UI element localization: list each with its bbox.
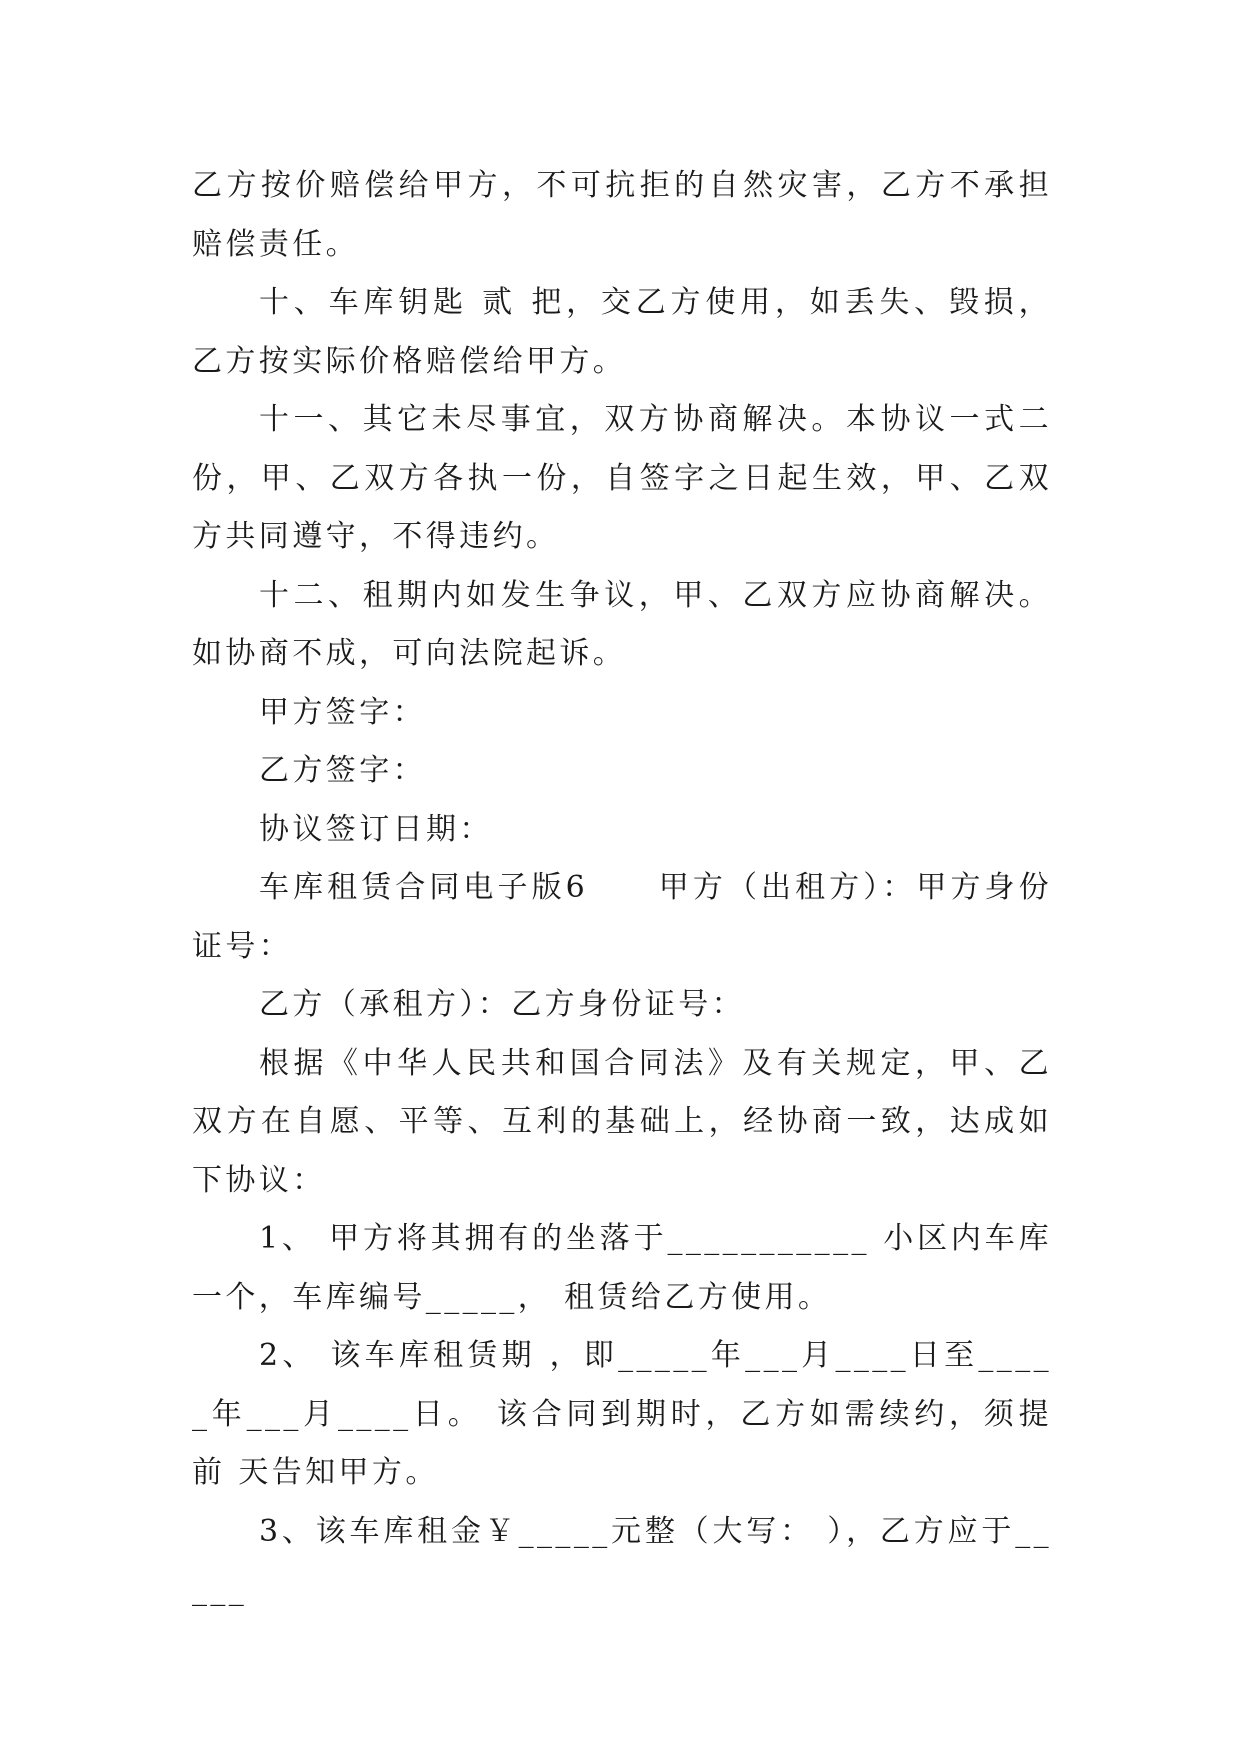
signature-date: 协议签订日期： [259,811,493,847]
paragraph-clause-12: 十二、租期内如发生争议，甲、乙双方应协商解决。如协商不成，可向法院起诉。 [192,577,1052,671]
contract6-title: 车库租赁合同电子版6 [259,870,589,905]
signature-party-b: 乙方签字： [259,753,426,788]
contract6-lessor-line: 甲方（出租方）：甲方身份证号： [192,870,1052,964]
contract6-lessee-line: 乙方（承租方）：乙方身份证号： [259,987,745,1022]
contract6-preamble: 根据《中华人民共和国合同法》及有关规定，甲、乙双方在自愿、平等、互利的基础上，经协商一致，达成如下协议： [192,1045,1052,1198]
contract6-clause-3: 3、该车库租金￥_____元整（大写： ），乙方应于_____ [192,1513,1052,1607]
contract6-clause-1: 1、 甲方将其拥有的坐落于___________ 小区内车库一个，车库编号_____， 租赁给乙方使用。 [192,1221,1052,1315]
contract6-heading-line [192,859,1052,976]
signature-party-a: 甲方签字： [259,694,426,730]
paragraph-clause-11: 十一、其它未尽事宜，双方协商解决。本协议一式二份，甲、乙双方各执一份，自签字之日起生效，甲、乙双方共同遵守，不得违约。 [192,402,1052,554]
document-body [192,157,1052,1620]
paragraph-continued: 乙方按价赔偿给甲方，不可抗拒的自然灾害，乙方不承担赔偿责任。 [192,168,1052,262]
contract6-clause-2: 2、 该车库租赁期 ，即_____年___月____日至_____年___月____日。 该合同到期时，乙方如需续约，须提前 天告知甲方。 [192,1338,1052,1490]
paragraph-clause-10: 十、车库钥匙 贰 把，交乙方使用，如丢失、毁损，乙方按实际价格赔偿给甲方。 [192,285,1052,379]
